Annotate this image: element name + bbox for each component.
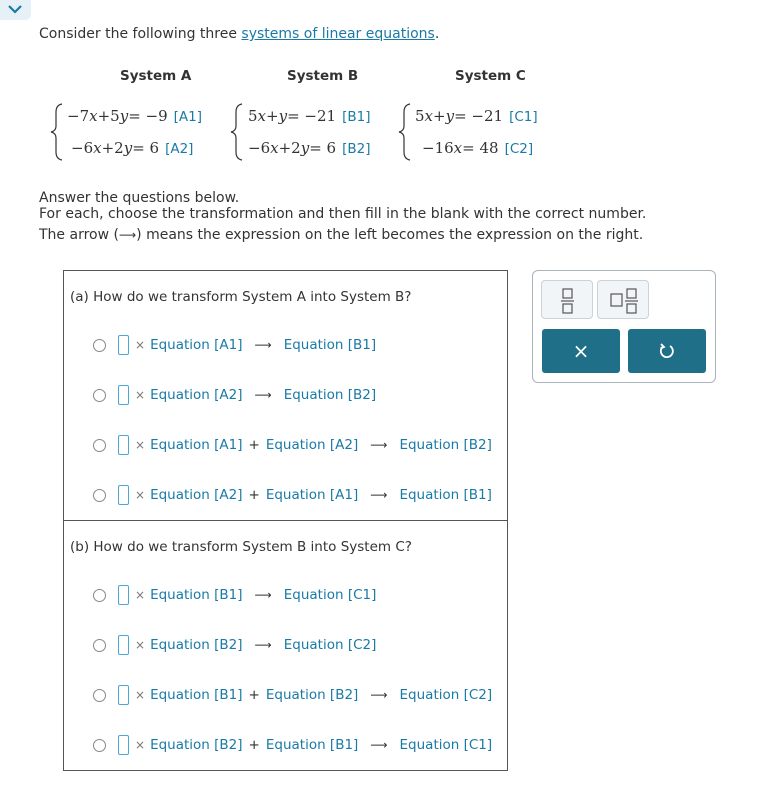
option-b2[interactable] bbox=[93, 634, 376, 656]
option-b3[interactable] bbox=[93, 684, 492, 706]
equation-tag: [A1] bbox=[173, 109, 203, 125]
source-equation: Equation [B2] bbox=[150, 637, 243, 653]
plus-sign: + bbox=[248, 437, 260, 453]
system-b-title: System B bbox=[287, 68, 359, 84]
target-equation: Equation [C2] bbox=[283, 637, 377, 653]
radio-button[interactable] bbox=[93, 339, 106, 352]
option-b4[interactable] bbox=[93, 734, 492, 756]
coef-y: + bbox=[266, 107, 279, 125]
arrow-icon: ⟶ bbox=[370, 438, 388, 452]
mixed-number-icon bbox=[598, 281, 650, 320]
brace-icon bbox=[50, 102, 64, 162]
coef-y: +2 bbox=[101, 139, 124, 157]
option-a4[interactable] bbox=[93, 484, 492, 506]
chevron-down-icon bbox=[8, 5, 22, 14]
source-equation: Equation [A1] bbox=[150, 337, 243, 353]
radio-button[interactable] bbox=[93, 389, 106, 402]
rhs: = 6 bbox=[132, 139, 160, 157]
instructions-line-3 bbox=[39, 227, 643, 243]
times-sign: × bbox=[135, 388, 146, 402]
plus-sign: + bbox=[248, 737, 260, 753]
equation-a2: −6x+2y= 6 [A2] bbox=[71, 139, 194, 157]
radio-button[interactable] bbox=[93, 639, 106, 652]
source-equation: Equation [B1] bbox=[150, 687, 243, 703]
radio-button[interactable] bbox=[93, 689, 106, 702]
coef-x: −7 bbox=[67, 107, 90, 125]
coef-y: + bbox=[433, 107, 446, 125]
systems-link[interactable]: systems of linear equations bbox=[241, 26, 435, 42]
undo-button[interactable] bbox=[628, 329, 706, 373]
instructions-line-2: For each, choose the transformation and then fill in the blank with the correct number. bbox=[39, 206, 647, 222]
coef-x: 5 bbox=[415, 107, 425, 125]
option-a3[interactable] bbox=[93, 434, 492, 456]
coef-y: +2 bbox=[278, 139, 301, 157]
number-blank-input[interactable] bbox=[118, 385, 129, 405]
option-a1[interactable] bbox=[93, 334, 376, 356]
question-b-label: (b) How do we transform System B into System C? bbox=[70, 539, 412, 555]
number-blank-input[interactable] bbox=[118, 335, 129, 355]
mixed-number-button[interactable] bbox=[597, 280, 649, 319]
plus-sign: + bbox=[248, 687, 260, 703]
plus-sign: + bbox=[248, 487, 260, 503]
source-equation: Equation [A2] bbox=[150, 487, 243, 503]
coef-y: +5 bbox=[97, 107, 120, 125]
equation-b2: −6x+2y= 6 [B2] bbox=[248, 139, 371, 157]
number-blank-input[interactable] bbox=[118, 735, 129, 755]
target-equation: Equation [B2] bbox=[399, 437, 492, 453]
instructions-line-1: Answer the questions below. bbox=[39, 190, 240, 206]
math-tool-panel bbox=[532, 270, 716, 383]
radio-button[interactable] bbox=[93, 589, 106, 602]
arrow-icon: ⟶ bbox=[370, 688, 388, 702]
times-sign: × bbox=[135, 638, 146, 652]
system-a-title: System A bbox=[120, 68, 192, 84]
intro-lead: Consider the following three bbox=[39, 26, 242, 42]
target-equation: Equation [B1] bbox=[283, 337, 377, 353]
number-blank-input[interactable] bbox=[118, 585, 129, 605]
option-b1[interactable] bbox=[93, 584, 376, 606]
equation-tag: [C1] bbox=[509, 109, 538, 125]
question-a-box bbox=[63, 270, 508, 521]
equation-tag: [B1] bbox=[342, 109, 371, 125]
coef-x: −6 bbox=[71, 139, 94, 157]
arrow-icon: ⟶ bbox=[370, 738, 388, 752]
target-equation: Equation [B2] bbox=[283, 387, 377, 403]
arrow-icon: ⟶ bbox=[118, 228, 137, 242]
intro-end: . bbox=[434, 26, 440, 42]
option-a2[interactable] bbox=[93, 384, 376, 406]
arrow-legend-post: ) means the expression on the left becomes the expression on the right. bbox=[136, 227, 644, 243]
target-equation: Equation [C1] bbox=[283, 587, 377, 603]
brace-icon bbox=[230, 102, 244, 162]
arrow-icon: ⟶ bbox=[370, 488, 388, 502]
radio-button[interactable] bbox=[93, 439, 106, 452]
source-equation: Equation [A1] bbox=[150, 437, 243, 453]
collapse-button[interactable] bbox=[0, 0, 31, 20]
times-sign: × bbox=[135, 588, 146, 602]
number-blank-input[interactable] bbox=[118, 485, 129, 505]
times-sign: × bbox=[135, 438, 146, 452]
added-equation: Equation [B2] bbox=[265, 687, 359, 703]
target-equation: Equation [B1] bbox=[399, 487, 492, 503]
equation-tag: [B2] bbox=[342, 141, 371, 157]
equation-b1: 5x+y= −21 [B1] bbox=[248, 107, 371, 125]
source-equation: Equation [B2] bbox=[150, 737, 243, 753]
number-blank-input[interactable] bbox=[118, 685, 129, 705]
intro-text bbox=[39, 26, 439, 42]
added-equation: Equation [A2] bbox=[265, 437, 359, 453]
fraction-icon bbox=[542, 281, 594, 320]
coef-x: −6 bbox=[248, 139, 271, 157]
question-a-label: (a) How do we transform System A into System B? bbox=[70, 289, 412, 305]
system-c-title: System C bbox=[455, 68, 526, 84]
number-blank-input[interactable] bbox=[118, 635, 129, 655]
question-b-box bbox=[63, 520, 508, 771]
target-equation: Equation [C2] bbox=[399, 687, 493, 703]
equation-tag: [A2] bbox=[165, 141, 194, 157]
clear-button[interactable] bbox=[542, 329, 620, 373]
equation-tag: [C2] bbox=[504, 141, 534, 157]
rhs: = 48 bbox=[462, 139, 499, 157]
times-sign: × bbox=[135, 688, 146, 702]
coef-x: 5 bbox=[248, 107, 258, 125]
equation-a1: −7x+5y= −9 [A1] bbox=[67, 107, 203, 125]
arrow-icon: ⟶ bbox=[254, 338, 272, 352]
times-sign: × bbox=[135, 488, 146, 502]
arrow-icon: ⟶ bbox=[254, 588, 272, 602]
rhs: = 6 bbox=[309, 139, 337, 157]
undo-icon bbox=[659, 343, 675, 359]
target-equation: Equation [C1] bbox=[399, 737, 493, 753]
brace-icon bbox=[398, 102, 412, 162]
equation-c2: −16x= 48 [C2] bbox=[422, 139, 534, 157]
radio-button[interactable] bbox=[93, 489, 106, 502]
coef-x: −16 bbox=[422, 139, 454, 157]
fraction-button[interactable] bbox=[541, 280, 593, 319]
added-equation: Equation [B1] bbox=[265, 737, 359, 753]
number-blank-input[interactable] bbox=[118, 435, 129, 455]
rhs: = −21 bbox=[454, 107, 504, 125]
arrow-legend-pre: The arrow ( bbox=[39, 227, 119, 243]
close-icon: × bbox=[572, 339, 590, 363]
arrow-icon: ⟶ bbox=[254, 638, 272, 652]
rhs: = −9 bbox=[128, 107, 168, 125]
times-sign: × bbox=[135, 338, 146, 352]
source-equation: Equation [B1] bbox=[150, 587, 243, 603]
arrow-icon: ⟶ bbox=[254, 388, 272, 402]
radio-button[interactable] bbox=[93, 739, 106, 752]
added-equation: Equation [A1] bbox=[265, 487, 359, 503]
equation-c1: 5x+y= −21 [C1] bbox=[415, 107, 538, 125]
rhs: = −21 bbox=[287, 107, 337, 125]
source-equation: Equation [A2] bbox=[150, 387, 243, 403]
times-sign: × bbox=[135, 738, 146, 752]
